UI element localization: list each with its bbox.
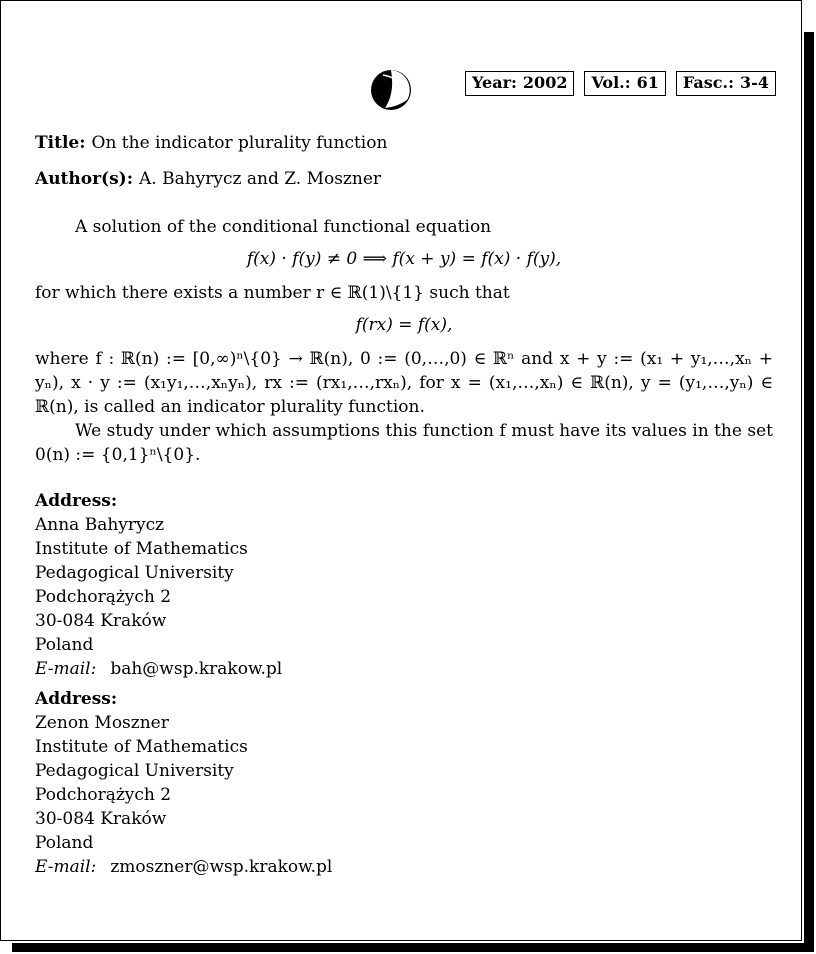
email-line [35,657,773,681]
address-line: Pedagogical University [35,761,234,781]
address-line: Institute of Mathematics [35,539,248,559]
address-line: Podchorążych 2 [35,785,172,805]
abstract-definition: where f : ℝ(n) := [0,∞)ⁿ\{0} → ℝ(n), 0 := (0,…,0) ∈ ℝⁿ and x + y := (x₁ + y₁,…,xₙ + yₙ), x · y := (x₁y₁,…,xₙyₙ), rx := (rx₁,…,rxₙ), for x = (x₁,…,xₙ) ∈ ℝ(n), y = (y₁,…,yₙ) ∈ ℝ(n), is called an indicator plurality function. [35,349,773,417]
address-label: Address: [35,689,118,709]
address-line: Anna Bahyrycz [35,515,165,535]
address-line: Poland [35,635,94,655]
paper-title: On the indicator plurality function [91,133,388,153]
abstract [35,215,773,467]
volume-value: 61 [636,73,659,92]
title-label: Title: [35,133,86,153]
email-label: E-mail: [35,659,97,679]
issue-info [465,71,776,96]
email-line [35,855,773,879]
email-link[interactable]: bah@wsp.krakow.pl [110,659,283,679]
authors-label: Author(s): [35,169,133,189]
email-link[interactable]: zmoszner@wsp.krakow.pl [110,857,333,877]
email-label: E-mail: [35,857,97,877]
year-value: 2002 [522,73,568,92]
journal-logo-icon [369,67,413,113]
abstract-intro: A solution of the conditional functional equation [75,217,492,237]
abstract-study: We study under which assumptions this function f must have its values in the set 0(n) := {0,1}ⁿ\{0}. [35,421,773,465]
abstract-line-2: for which there exists a number r ∈ ℝ(1)\{1} such that [35,283,510,303]
address-label: Address: [35,491,118,511]
year-badge [465,71,574,96]
address-block-2 [35,687,773,879]
equation-1: f(x) · f(y) ≠ 0 ⟹ f(x + y) = f(x) · f(y), [246,249,562,269]
fascicle-value: 3-4 [739,73,769,92]
fascicle-label: Fasc.: [682,73,734,92]
equation-2: f(rx) = f(x), [355,315,453,335]
address-line: Podchorążych 2 [35,587,172,607]
page-shadow-right [804,32,814,950]
title-line [35,131,773,155]
address-line: Institute of Mathematics [35,737,248,757]
paper-content [35,131,773,879]
volume-label: Vol.: [591,73,631,92]
page-shadow-bottom [12,943,814,952]
volume-badge [584,71,665,96]
year-label: Year: [472,73,517,92]
authors-line [35,167,773,191]
address-block-1 [35,489,773,681]
address-line: Zenon Moszner [35,713,169,733]
address-line: Pedagogical University [35,563,234,583]
address-line: 30-084 Kraków [35,611,167,631]
fascicle-badge [676,71,776,96]
paper-authors: A. Bahyrycz and Z. Moszner [139,169,382,189]
address-line: Poland [35,833,94,853]
address-line: 30-084 Kraków [35,809,167,829]
